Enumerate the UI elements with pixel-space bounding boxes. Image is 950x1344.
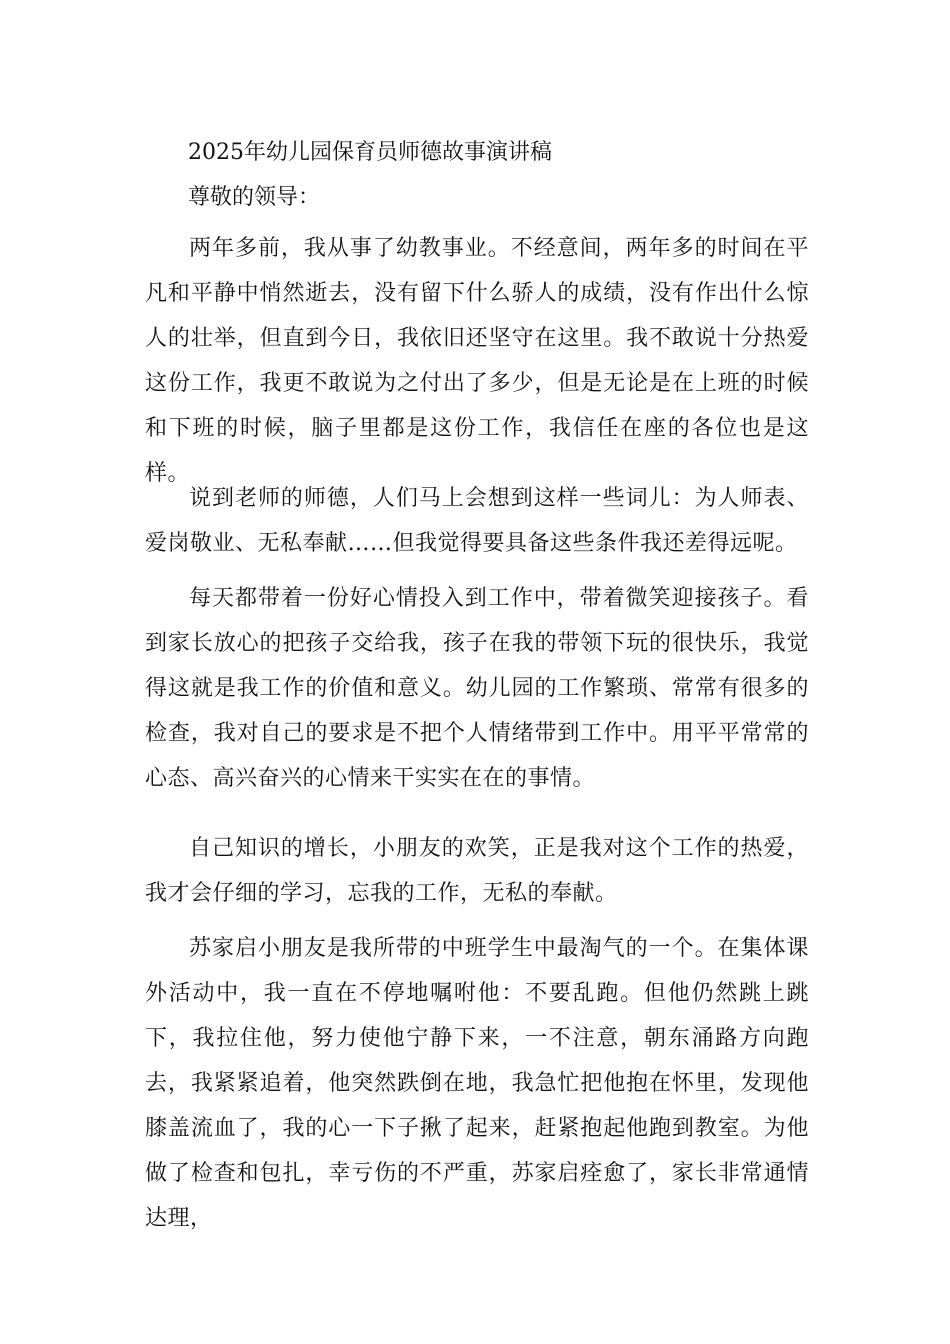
paragraph-block [145, 926, 809, 1241]
paragraph: 两年多前，我从事了幼教事业。不经意间，两年多的时间在平凡和平静中悄然逝去，没有留下什么骄人的成绩，没有作出什么惊人的壮举，但直到今日，我依旧还坚守在这里。我不敢说十分热爱这份工作，我更不敢说为之付出了多少，但是无论是在上班的时候和下班的时候，脑子里都是这份工作，我信任在座的各位也是这样。 [145, 236, 809, 486]
paragraph-block [145, 576, 809, 801]
paragraph: 苏家启小朋友是我所带的中班学生中最淘气的一个。在集体课外活动中，我一直在不停地嘱咐他：不要乱跑。但他仍然跳上跳下，我拉住他，努力使他宁静下来，一不注意，朝东涌路方向跑去，我紧紧追着，他突然跌倒在地，我急忙把他抱在怀里，发现他膝盖流血了，我的心一下子揪了起来，赶紧抱起他跑到教室。为他做了检查和包扎，幸亏伤的不严重，苏家启痊愈了，家长非常通情达理， [145, 936, 809, 1231]
paragraph: 说到老师的师德，人们马上会想到这样一些词儿：为人师表、爱岗敬业、无私奉献……但我觉得要具备这些条件我还差得远呢。 [145, 486, 809, 556]
document-title: 2025年幼儿园保育员师德故事演讲稿 [188, 140, 552, 165]
paragraph-block [145, 826, 809, 916]
paragraph-block [145, 476, 809, 566]
paragraph: 自己知识的增长，小朋友的欢笑，正是我对这个工作的热爱，我才会仔细的学习，忘我的工作，无私的奉献。 [145, 836, 809, 906]
paragraph: 每天都带着一份好心情投入到工作中，带着微笑迎接孩子。看到家长放心的把孩子交给我，孩子在我的带领下玩的很快乐，我觉得这就是我工作的价值和意义。幼儿园的工作繁琐、常常有很多的检查，我对自己的要求是不把个人情绪带到工作中。用平平常常的心态、高兴奋兴的心情来干实实在在的事情。 [145, 586, 809, 791]
salutation: 尊敬的领导： [188, 185, 321, 210]
paragraph-block [145, 226, 809, 496]
